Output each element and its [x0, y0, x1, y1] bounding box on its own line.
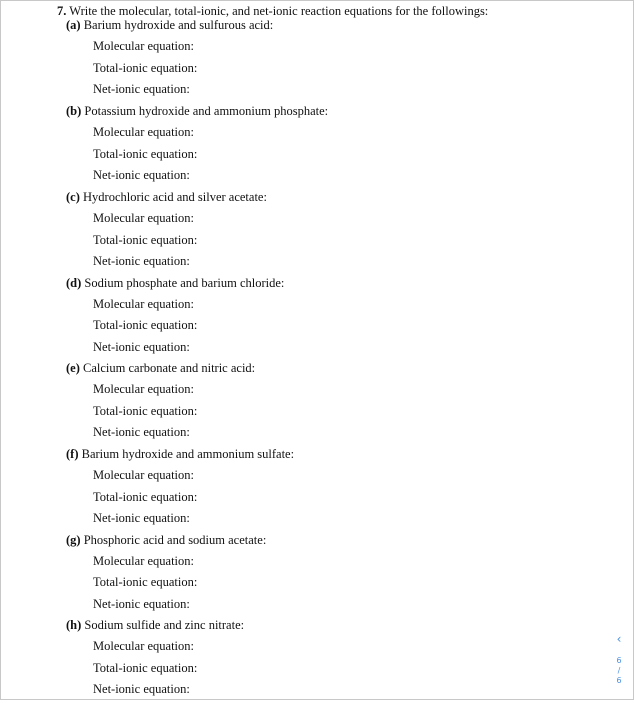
part-b: [66, 103, 586, 189]
net-ionic-equation-label: Net-ionic equation:: [93, 254, 190, 269]
part-c: [66, 189, 586, 275]
part-e: [66, 360, 586, 446]
part-heading: [66, 17, 586, 38]
part-letter: (f): [66, 447, 79, 461]
molecular-equation-label: Molecular equation:: [93, 211, 195, 226]
total-ionic-equation-label: Total-ionic equation:: [93, 232, 198, 247]
page-separator: /: [617, 666, 621, 675]
molecular-equation-label: Molecular equation:: [93, 125, 195, 140]
part-title: Sodium phosphate and barium chloride:: [84, 275, 285, 290]
part-f: [66, 446, 586, 532]
chevron-left-icon[interactable]: ‹: [616, 632, 622, 646]
part-heading: [66, 617, 586, 638]
total-ionic-equation-label: Total-ionic equation:: [93, 489, 198, 504]
net-ionic-equation-label: Net-ionic equation:: [93, 425, 190, 440]
part-title: Hydrochloric acid and silver acetate:: [83, 190, 267, 204]
part-heading: [66, 360, 586, 381]
part-heading: [66, 275, 586, 296]
molecular-equation-label: Molecular equation:: [93, 39, 195, 54]
part-title: Barium hydroxide and sulfurous acid:: [83, 18, 274, 32]
molecular-equation-label: Molecular equation:: [93, 468, 195, 483]
total-ionic-equation-label: Total-ionic equation:: [93, 146, 198, 161]
part-title: Sodium sulfide and zinc nitrate:: [84, 618, 245, 632]
net-ionic-equation-label: Net-ionic equation:: [93, 682, 190, 697]
part-letter: (c): [66, 190, 80, 204]
total-ionic-equation-label: Total-ionic equation:: [93, 660, 198, 675]
molecular-equation-label: Molecular equation:: [93, 553, 195, 568]
net-ionic-equation-label: Net-ionic equation:: [93, 168, 190, 183]
net-ionic-equation-label: Net-ionic equation:: [93, 82, 190, 97]
part-g: [66, 532, 586, 618]
part-heading: [66, 532, 586, 553]
part-letter: (h): [66, 618, 82, 632]
part-title: Calcium carbonate and nitric acid:: [83, 361, 256, 375]
part-title: Barium hydroxide and ammonium sulfate:: [81, 447, 295, 461]
total-ionic-equation-label: Total-ionic equation:: [93, 318, 198, 333]
molecular-equation-label: Molecular equation:: [93, 639, 195, 654]
part-a: [66, 17, 586, 103]
part-heading: [66, 103, 586, 124]
part-letter: (g): [66, 532, 81, 547]
total-page-number: 6: [616, 676, 622, 685]
part-letter: (a): [66, 18, 81, 32]
question-text: Write the molecular, total-ionic, and net-ionic reaction equations for the followings:: [69, 4, 489, 18]
current-page-number: 6: [616, 656, 622, 665]
part-letter: (e): [66, 361, 80, 375]
net-ionic-equation-label: Net-ionic equation:: [93, 511, 190, 526]
part-letter: (b): [66, 104, 82, 118]
part-heading: [66, 446, 586, 467]
total-ionic-equation-label: Total-ionic equation:: [93, 575, 198, 590]
part-letter: (d): [66, 275, 82, 290]
part-d: [66, 275, 586, 361]
net-ionic-equation-label: Net-ionic equation:: [93, 596, 190, 611]
part-title: Potassium hydroxide and ammonium phosphate:: [84, 104, 329, 118]
total-ionic-equation-label: Total-ionic equation:: [93, 60, 198, 75]
molecular-equation-label: Molecular equation:: [93, 296, 195, 311]
question-number: 7.: [57, 4, 67, 18]
page-navigator: [612, 632, 626, 692]
net-ionic-equation-label: Net-ionic equation:: [93, 339, 190, 354]
part-title: Phosphoric acid and sodium acetate:: [83, 532, 267, 547]
part-h: [66, 617, 586, 703]
total-ionic-equation-label: Total-ionic equation:: [93, 403, 198, 418]
molecular-equation-label: Molecular equation:: [93, 382, 195, 397]
part-heading: [66, 189, 586, 210]
